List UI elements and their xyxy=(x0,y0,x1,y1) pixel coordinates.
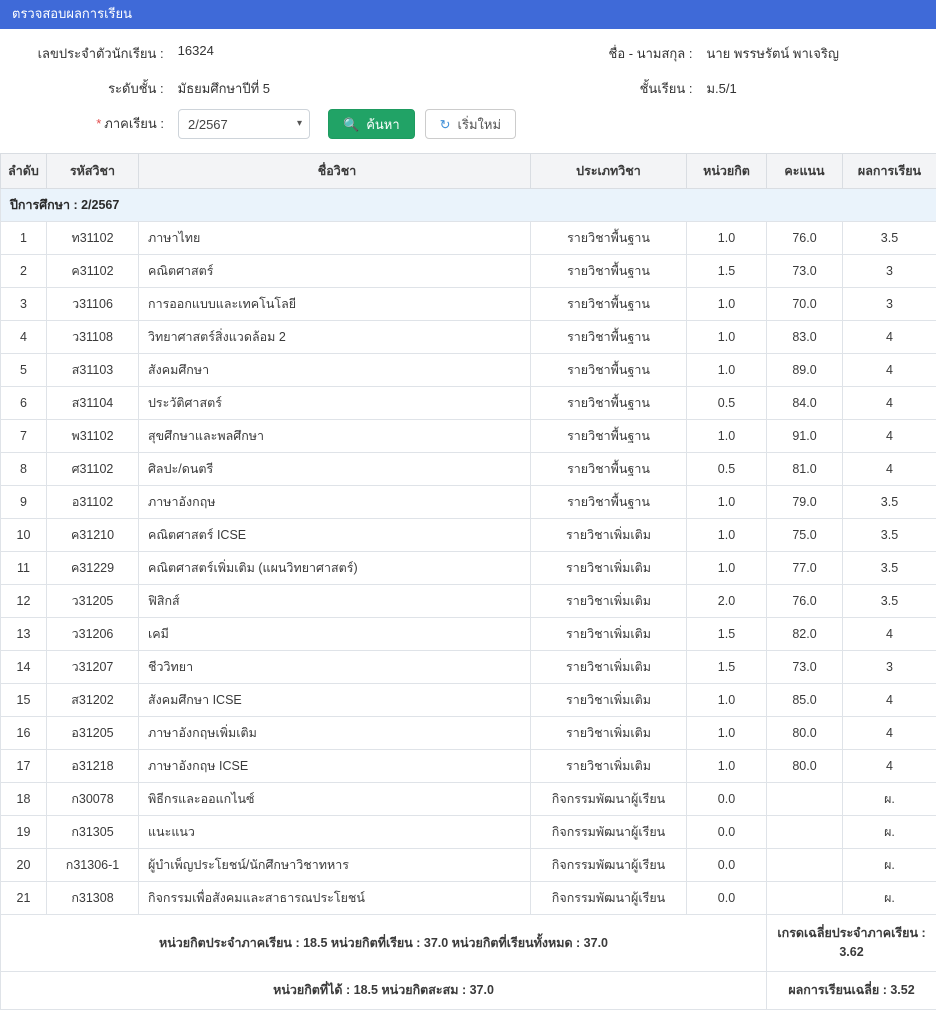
cell-type: รายวิชาพื้นฐาน xyxy=(531,222,687,255)
cell-no: 7 xyxy=(1,420,47,453)
cell-no: 19 xyxy=(1,816,47,849)
form-row-term xyxy=(14,109,922,139)
cell-grade: 3.5 xyxy=(843,585,936,618)
cell-grade: 4 xyxy=(843,717,936,750)
table-row xyxy=(1,354,936,387)
refresh-icon: ↻ xyxy=(439,116,451,132)
cell-no: 6 xyxy=(1,387,47,420)
th-code: รหัสวิชา xyxy=(47,154,139,189)
academic-year-label: ปีการศึกษา : 2/2567 xyxy=(1,189,936,222)
table-row xyxy=(1,783,936,816)
cell-code: ส31103 xyxy=(47,354,139,387)
cell-code: พ31102 xyxy=(47,420,139,453)
cell-type: รายวิชาพื้นฐาน xyxy=(531,486,687,519)
cell-grade: ผ. xyxy=(843,783,936,816)
cell-credit: 1.0 xyxy=(687,684,767,717)
table-row xyxy=(1,651,936,684)
cell-credit: 1.0 xyxy=(687,288,767,321)
cell-subject: แนะแนว xyxy=(139,816,531,849)
search-button[interactable] xyxy=(328,109,415,139)
student-name-label: ชื่อ - นามสกุล : xyxy=(608,46,693,61)
cell-type: รายวิชาเพิ่มเติม xyxy=(531,684,687,717)
cell-subject: ภาษาไทย xyxy=(139,222,531,255)
cell-credit: 0.0 xyxy=(687,816,767,849)
cell-credit: 1.0 xyxy=(687,717,767,750)
cell-subject: วิทยาศาสตร์สิ่งแวดล้อม 2 xyxy=(139,321,531,354)
table-row xyxy=(1,684,936,717)
cell-grade: 3.5 xyxy=(843,519,936,552)
cell-score: 80.0 xyxy=(767,750,843,783)
cell-no: 1 xyxy=(1,222,47,255)
term-select[interactable] xyxy=(178,109,310,139)
cell-type: กิจกรรมพัฒนาผู้เรียน xyxy=(531,849,687,882)
cell-score: 81.0 xyxy=(767,453,843,486)
cell-credit: 1.0 xyxy=(687,552,767,585)
term-label-text: ภาคเรียน : xyxy=(104,116,164,131)
cell-grade: 4 xyxy=(843,321,936,354)
cell-score: 70.0 xyxy=(767,288,843,321)
cell-subject: สังคมศึกษา xyxy=(139,354,531,387)
summary-gpax: ผลการเรียนเฉลี่ย : 3.52 xyxy=(767,972,936,1010)
cell-score: 84.0 xyxy=(767,387,843,420)
cell-no: 3 xyxy=(1,288,47,321)
student-name-value: นาย พรรษรัตน์ พาเจริญ xyxy=(706,46,839,61)
cell-score xyxy=(767,849,843,882)
chevron-down-icon: ▾ xyxy=(296,118,302,129)
summary-credits-term: หน่วยกิตประจำภาคเรียน : 18.5 หน่วยกิตที่เรียน : 37.0 หน่วยกิตที่เรียนทั้งหมด : 37.0 xyxy=(1,915,767,972)
summary-row-1 xyxy=(1,915,936,972)
summary-row-2 xyxy=(1,972,936,1010)
cell-score: 91.0 xyxy=(767,420,843,453)
cell-type: รายวิชาพื้นฐาน xyxy=(531,387,687,420)
cell-score xyxy=(767,882,843,915)
cell-subject: พิธีกรและออแกไนซ์ xyxy=(139,783,531,816)
cell-type: รายวิชาเพิ่มเติม xyxy=(531,519,687,552)
table-row xyxy=(1,222,936,255)
cell-credit: 1.5 xyxy=(687,618,767,651)
cell-type: รายวิชาเพิ่มเติม xyxy=(531,750,687,783)
cell-subject: ฟิสิกส์ xyxy=(139,585,531,618)
academic-year-row xyxy=(1,189,936,222)
cell-score: 73.0 xyxy=(767,651,843,684)
form-row-level xyxy=(14,74,922,99)
cell-subject: การออกแบบและเทคโนโลยี xyxy=(139,288,531,321)
cell-no: 14 xyxy=(1,651,47,684)
page-title: ตรวจสอบผลการเรียน xyxy=(12,6,133,21)
table-row xyxy=(1,486,936,519)
cell-subject: คณิตศาสตร์ ICSE xyxy=(139,519,531,552)
cell-credit: 1.5 xyxy=(687,255,767,288)
cell-subject: เคมี xyxy=(139,618,531,651)
cell-credit: 1.0 xyxy=(687,750,767,783)
window-title-bar xyxy=(0,0,936,29)
grades-table-body xyxy=(1,189,936,915)
cell-score xyxy=(767,816,843,849)
cell-credit: 0.0 xyxy=(687,849,767,882)
cell-score: 75.0 xyxy=(767,519,843,552)
table-row xyxy=(1,585,936,618)
cell-subject: ประวัติศาสตร์ xyxy=(139,387,531,420)
cell-type: รายวิชาพื้นฐาน xyxy=(531,321,687,354)
cell-credit: 1.0 xyxy=(687,354,767,387)
cell-code: ว31108 xyxy=(47,321,139,354)
form-row-student xyxy=(14,39,922,64)
cell-grade: 3 xyxy=(843,288,936,321)
cell-credit: 0.0 xyxy=(687,783,767,816)
cell-no: 9 xyxy=(1,486,47,519)
cell-type: รายวิชาเพิ่มเติม xyxy=(531,651,687,684)
reset-button[interactable] xyxy=(425,109,516,139)
cell-grade: 4 xyxy=(843,618,936,651)
cell-code: ท31102 xyxy=(47,222,139,255)
cell-no: 10 xyxy=(1,519,47,552)
cell-no: 8 xyxy=(1,453,47,486)
cell-credit: 2.0 xyxy=(687,585,767,618)
cell-type: กิจกรรมพัฒนาผู้เรียน xyxy=(531,816,687,849)
cell-score: 82.0 xyxy=(767,618,843,651)
cell-code: ว31205 xyxy=(47,585,139,618)
term-select-wrapper xyxy=(178,109,310,139)
cell-type: กิจกรรมพัฒนาผู้เรียน xyxy=(531,783,687,816)
table-row xyxy=(1,453,936,486)
cell-code: อ31102 xyxy=(47,486,139,519)
cell-score: 73.0 xyxy=(767,255,843,288)
cell-credit: 1.0 xyxy=(687,321,767,354)
cell-code: ศ31102 xyxy=(47,453,139,486)
th-credit: หน่วยกิต xyxy=(687,154,767,189)
th-type: ประเภทวิชา xyxy=(531,154,687,189)
cell-type: รายวิชาพื้นฐาน xyxy=(531,453,687,486)
cell-score: 83.0 xyxy=(767,321,843,354)
required-asterisk: * xyxy=(96,116,102,131)
cell-grade: ผ. xyxy=(843,849,936,882)
cell-credit: 1.0 xyxy=(687,222,767,255)
cell-subject: ผู้บำเพ็ญประโยชน์/นักศึกษาวิชาทหาร xyxy=(139,849,531,882)
term-label xyxy=(14,109,164,134)
cell-grade: 4 xyxy=(843,750,936,783)
cell-no: 4 xyxy=(1,321,47,354)
cell-type: รายวิชาพื้นฐาน xyxy=(531,420,687,453)
cell-credit: 1.0 xyxy=(687,420,767,453)
cell-code: อ31218 xyxy=(47,750,139,783)
th-subject: ชื่อวิชา xyxy=(139,154,531,189)
cell-no: 20 xyxy=(1,849,47,882)
cell-grade: 4 xyxy=(843,453,936,486)
cell-score: 89.0 xyxy=(767,354,843,387)
grades-table xyxy=(0,153,936,1010)
table-row xyxy=(1,387,936,420)
table-row xyxy=(1,321,936,354)
search-form xyxy=(0,29,936,153)
student-id-label: เลขประจำตัวนักเรียน : xyxy=(37,46,164,61)
table-row xyxy=(1,519,936,552)
cell-subject: คณิตศาสตร์เพิ่มเติม (แผนวิทยาศาสตร์) xyxy=(139,552,531,585)
cell-code: ว31106 xyxy=(47,288,139,321)
cell-no: 21 xyxy=(1,882,47,915)
cell-code: อ31205 xyxy=(47,717,139,750)
table-row xyxy=(1,750,936,783)
table-row xyxy=(1,816,936,849)
table-row xyxy=(1,288,936,321)
cell-score: 76.0 xyxy=(767,585,843,618)
cell-grade: ผ. xyxy=(843,882,936,915)
cell-type: รายวิชาพื้นฐาน xyxy=(531,255,687,288)
cell-subject: กิจกรรมเพื่อสังคมและสาธารณประโยชน์ xyxy=(139,882,531,915)
cell-code: ส31104 xyxy=(47,387,139,420)
summary-gpa-term: เกรดเฉลี่ยประจำภาคเรียน : 3.62 xyxy=(767,915,936,972)
th-grade: ผลการเรียน xyxy=(843,154,936,189)
cell-type: รายวิชาพื้นฐาน xyxy=(531,288,687,321)
cell-score: 80.0 xyxy=(767,717,843,750)
search-button-label: ค้นหา xyxy=(366,116,400,132)
cell-no: 12 xyxy=(1,585,47,618)
cell-code: ค31229 xyxy=(47,552,139,585)
cell-no: 15 xyxy=(1,684,47,717)
cell-credit: 1.5 xyxy=(687,651,767,684)
cell-grade: 3.5 xyxy=(843,552,936,585)
table-header-row xyxy=(1,154,936,189)
cell-grade: 4 xyxy=(843,420,936,453)
cell-no: 13 xyxy=(1,618,47,651)
cell-score xyxy=(767,783,843,816)
table-row xyxy=(1,618,936,651)
cell-grade: 4 xyxy=(843,387,936,420)
cell-grade: 4 xyxy=(843,684,936,717)
table-row xyxy=(1,255,936,288)
cell-grade: 3.5 xyxy=(843,486,936,519)
cell-subject: ภาษาอังกฤษเพิ่มเติม xyxy=(139,717,531,750)
grades-table-footer xyxy=(1,915,936,1010)
cell-type: กิจกรรมพัฒนาผู้เรียน xyxy=(531,882,687,915)
cell-code: ส31202 xyxy=(47,684,139,717)
cell-code: ก30078 xyxy=(47,783,139,816)
table-row xyxy=(1,717,936,750)
class-label: ชั้นเรียน : xyxy=(639,81,693,96)
cell-grade: 3 xyxy=(843,651,936,684)
reset-button-label: เริ่มใหม่ xyxy=(457,116,502,132)
cell-score: 79.0 xyxy=(767,486,843,519)
cell-subject: ศิลปะ/ดนตรี xyxy=(139,453,531,486)
summary-credits-total: หน่วยกิตที่ได้ : 18.5 หน่วยกิตสะสม : 37.0 xyxy=(1,972,767,1010)
cell-grade: 4 xyxy=(843,354,936,387)
level-value: มัธยมศึกษาปีที่ 5 xyxy=(177,81,271,96)
cell-type: รายวิชาเพิ่มเติม xyxy=(531,618,687,651)
cell-grade: 3.5 xyxy=(843,222,936,255)
cell-code: ว31206 xyxy=(47,618,139,651)
cell-score: 77.0 xyxy=(767,552,843,585)
cell-no: 16 xyxy=(1,717,47,750)
cell-code: ก31306-1 xyxy=(47,849,139,882)
cell-subject: ภาษาอังกฤษ xyxy=(139,486,531,519)
cell-type: รายวิชาเพิ่มเติม xyxy=(531,585,687,618)
cell-code: ก31305 xyxy=(47,816,139,849)
cell-credit: 0.5 xyxy=(687,387,767,420)
table-row xyxy=(1,552,936,585)
cell-no: 2 xyxy=(1,255,47,288)
student-id-value: 16324 xyxy=(177,43,214,58)
cell-subject: คณิตศาสตร์ xyxy=(139,255,531,288)
table-row xyxy=(1,882,936,915)
table-row xyxy=(1,849,936,882)
cell-credit: 0.0 xyxy=(687,882,767,915)
cell-score: 85.0 xyxy=(767,684,843,717)
table-row xyxy=(1,420,936,453)
search-icon: 🔍 xyxy=(343,116,360,132)
class-value: ม.5/1 xyxy=(706,81,737,96)
cell-type: รายวิชาเพิ่มเติม xyxy=(531,552,687,585)
cell-code: ว31207 xyxy=(47,651,139,684)
th-no: ลำดับ xyxy=(1,154,47,189)
level-label: ระดับชั้น : xyxy=(108,81,164,96)
cell-subject: สังคมศึกษา ICSE xyxy=(139,684,531,717)
cell-no: 5 xyxy=(1,354,47,387)
cell-no: 18 xyxy=(1,783,47,816)
cell-grade: ผ. xyxy=(843,816,936,849)
cell-grade: 3 xyxy=(843,255,936,288)
cell-code: ค31102 xyxy=(47,255,139,288)
th-score: คะแนน xyxy=(767,154,843,189)
cell-subject: ชีววิทยา xyxy=(139,651,531,684)
cell-credit: 1.0 xyxy=(687,486,767,519)
cell-type: รายวิชาเพิ่มเติม xyxy=(531,717,687,750)
cell-code: ก31308 xyxy=(47,882,139,915)
cell-subject: ภาษาอังกฤษ ICSE xyxy=(139,750,531,783)
cell-credit: 0.5 xyxy=(687,453,767,486)
cell-score: 76.0 xyxy=(767,222,843,255)
cell-credit: 1.0 xyxy=(687,519,767,552)
cell-no: 11 xyxy=(1,552,47,585)
cell-no: 17 xyxy=(1,750,47,783)
cell-code: ค31210 xyxy=(47,519,139,552)
cell-type: รายวิชาพื้นฐาน xyxy=(531,354,687,387)
cell-subject: สุขศึกษาและพลศึกษา xyxy=(139,420,531,453)
